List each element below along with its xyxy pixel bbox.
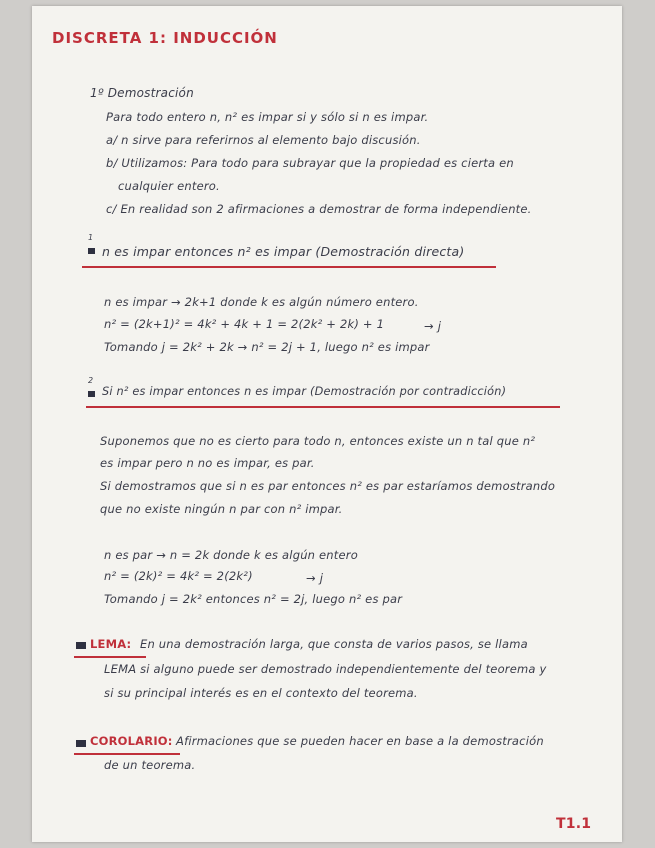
page-title: DISCRETA 1: INDUCCIÓN [52,29,278,47]
proof-line: n es par → n = 2k donde k es algún entero [104,548,358,562]
proof-line: Tomando j = 2k² entonces n² = 2j, luego n² es par [104,592,403,606]
paragraph-line: Si demostramos que si n es par entonces n² es par estaríamos demostrando [100,479,556,493]
part-number: 1 [88,233,94,242]
bullet-marker [88,391,95,397]
item-a: a/ n sirve para referirnos al elemento bajo discusión. [106,133,421,147]
lema-line: LEMA si alguno puede ser demostrado independientemente del teorema y [104,662,547,676]
part-heading: Si n² es impar entonces n es impar (Demostración por contradicción) [102,385,507,398]
notebook-page [32,6,622,842]
heading-underline [86,406,560,408]
paragraph-line: que no existe ningún n par con n² impar. [100,502,343,516]
bullet-marker [76,740,86,747]
heading-underline [82,266,496,268]
part-heading: n es impar entonces n² es impar (Demostración directa) [102,244,465,259]
section-heading: 1º Demostración [90,86,194,100]
paragraph-line: Suponemos que no es cierto para todo n, entonces existe un n tal que n² [100,434,536,448]
bullet-marker [76,642,86,649]
lema-line: En una demostración larga, que consta de varios pasos, se llama [140,637,528,651]
item-b-line1: b/ Utilizamos: Para todo para subrayar que la propiedad es cierta en [106,156,514,170]
part-number: 2 [88,376,94,385]
page-tag: T1.1 [556,816,592,832]
lema-line: si su principal interés es en el contexto del teorema. [104,686,418,700]
proof-line: n² = (2k)² = 4k² = 2(2k²) [104,569,253,583]
statement-line: Para todo entero n, n² es impar si y sólo si n es impar. [106,110,429,124]
corolario-underline [74,753,180,755]
paragraph-line: es impar pero n no es impar, es par. [100,456,315,470]
lema-label: LEMA: [90,637,132,651]
corolario-line: Afirmaciones que se pueden hacer en base a la demostración [176,734,544,748]
item-b-line2: cualquier entero. [118,179,220,193]
proof-mark: → j [424,319,442,333]
bullet-marker [88,248,95,254]
proof-line: Tomando j = 2k² + 2k → n² = 2j + 1, luego n² es impar [104,340,430,354]
proof-line: n² = (2k+1)² = 4k² + 4k + 1 = 2(2k² + 2k) + 1 [104,317,385,331]
proof-mark: → j [306,571,324,585]
lema-underline [74,656,146,658]
item-c: c/ En realidad son 2 afirmaciones a demostrar de forma independiente. [106,202,532,216]
corolario-label: COROLARIO: [90,734,173,748]
corolario-line: de un teorema. [104,758,196,772]
proof-line: n es impar → 2k+1 donde k es algún número entero. [104,295,419,309]
